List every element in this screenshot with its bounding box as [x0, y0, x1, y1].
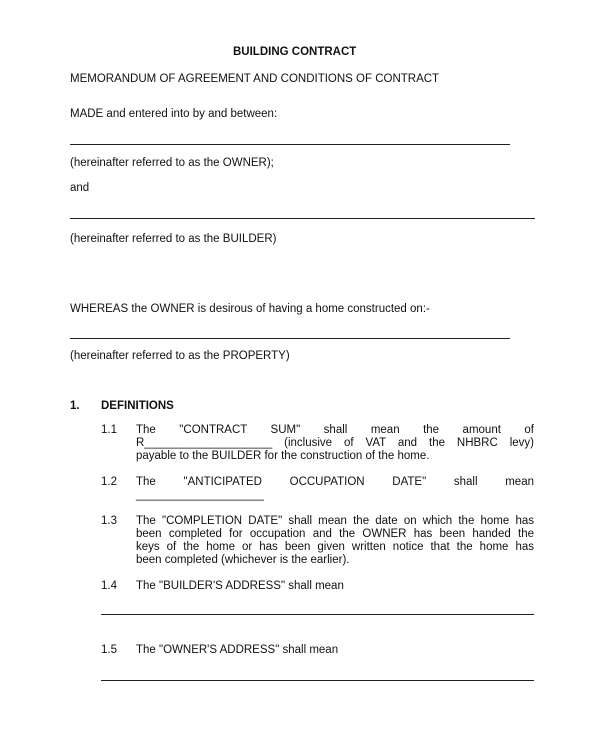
- clause-1-1-line-2: R____________________ (inclusive of VAT and the NHBRC levy): [136, 437, 534, 449]
- property-line: [70, 338, 510, 339]
- whereas-text: WHEREAS the OWNER is desirous of having a home constructed on:-: [70, 303, 430, 315]
- clause-1-3-line-1: The "COMPLETION DATE" shall mean the date on which the home has: [136, 515, 534, 527]
- clause-number: 1.3: [101, 515, 117, 527]
- clause-number: 1.1: [101, 424, 117, 436]
- document-title: BUILDING CONTRACT: [233, 46, 357, 58]
- clause-1-3-line-2: been completed for occupation and the OWNER has been handed the: [136, 528, 534, 540]
- clause-1-2-line-1: The "ANTICIPATED OCCUPATION DATE" shall mean: [136, 476, 534, 488]
- clause-number: 1.5: [101, 644, 117, 656]
- builder-reference: (hereinafter referred to as the BUILDER): [70, 233, 277, 245]
- clause-number: 1.2: [101, 476, 117, 488]
- builder-address-line: [101, 614, 534, 615]
- clause-1-2-line-2: ____________________: [136, 489, 264, 501]
- made-entered-text: MADE and entered into by and between:: [70, 108, 278, 120]
- clause-1-1-line-1: The "CONTRACT SUM" shall mean the amount of: [136, 424, 534, 436]
- clause-1-4-text: The "BUILDER'S ADDRESS" shall mean: [136, 580, 344, 592]
- clause-1-5-text: The "OWNER'S ADDRESS" shall mean: [136, 644, 339, 656]
- memorandum-heading: MEMORANDUM OF AGREEMENT AND CONDITIONS OF CONTRACT: [70, 73, 440, 85]
- definitions-heading: DEFINITIONS: [101, 400, 174, 412]
- clause-1-3-line-4: been completed (whichever is the earlier).: [136, 554, 350, 566]
- owner-address-line: [101, 680, 534, 681]
- definitions-number: 1.: [70, 400, 80, 412]
- clause-1-1-line-3: payable to the BUILDER for the construction of the home.: [136, 450, 430, 462]
- clause-number: 1.4: [101, 580, 117, 592]
- builder-name-line: [70, 218, 535, 219]
- and-text: and: [70, 182, 90, 194]
- clause-1-3-line-3: keys of the home or has been given written notice that the home has: [136, 541, 534, 553]
- owner-name-line: [70, 144, 510, 145]
- property-reference: (hereinafter referred to as the PROPERTY): [70, 350, 290, 362]
- owner-reference: (hereinafter referred to as the OWNER);: [70, 157, 274, 169]
